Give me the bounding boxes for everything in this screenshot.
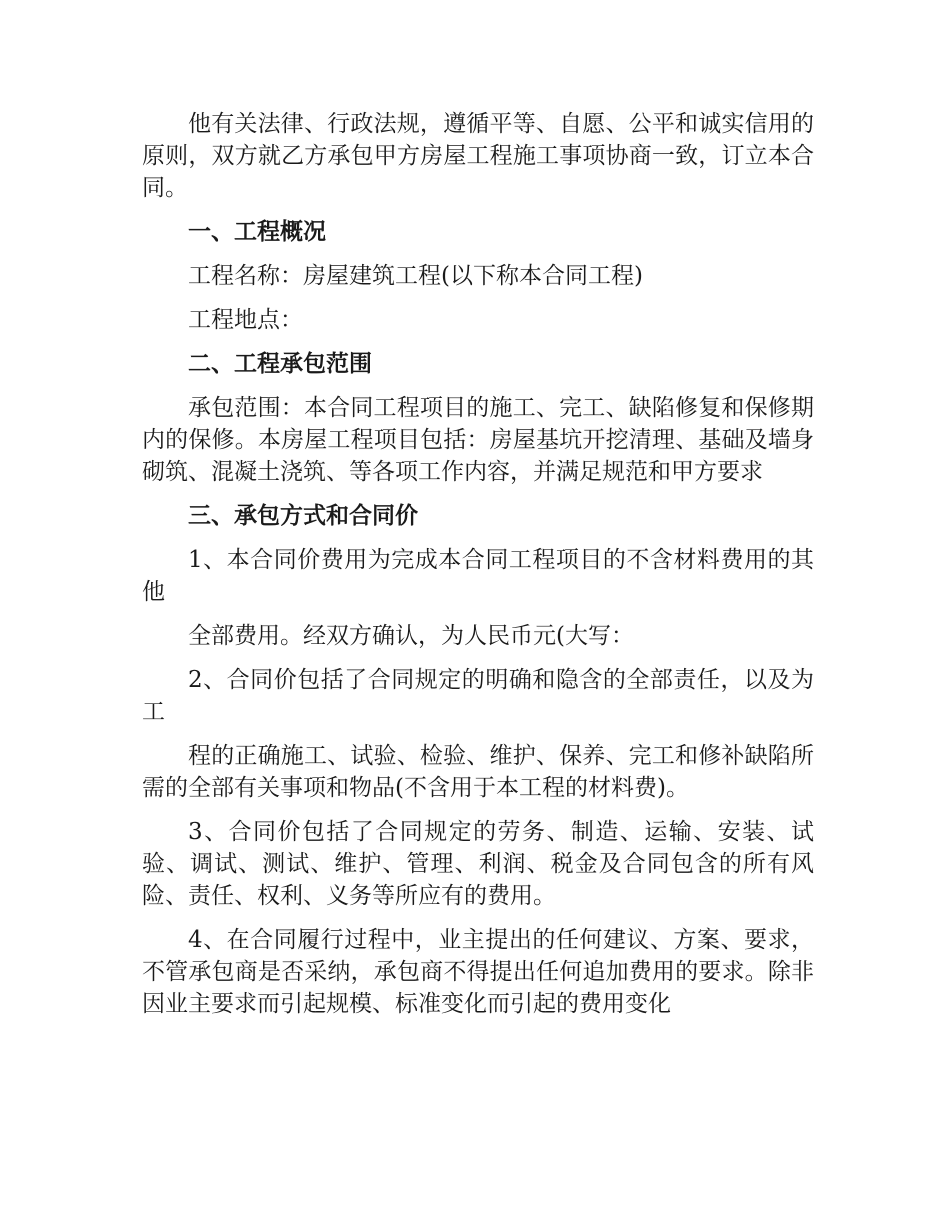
price-clause-4: 4、在合同履行过程中，业主提出的任何建议、方案、要求，不管承包商是否采纳，承包商不得提出任何追加费用的要求。除非因业主要求而引起规模、标准变化而引起的费用变化 bbox=[142, 927, 814, 1017]
intro-paragraph: 他有关法律、行政法规，遵循平等、自愿、公平和诚实信用的原则，双方就乙方承包甲方房屋工程施工事项协商一致，订立本合同。 bbox=[142, 111, 814, 201]
section-heading-scope: 二、工程承包范围 bbox=[188, 350, 372, 377]
section-heading-price: 三、承包方式和合同价 bbox=[188, 502, 418, 529]
section-heading-overview: 一、工程概况 bbox=[188, 218, 326, 245]
price-clause-1-cont: 全部费用。经双方确认，为人民币元(大写： bbox=[188, 623, 634, 649]
price-clause-2: 2、合同价包括了合同规定的明确和隐含的全部责任，以及为工 bbox=[142, 667, 814, 725]
scope-paragraph: 承包范围：本合同工程项目的施工、完工、缺陷修复和保修期内的保修。本房屋工程项目包括：房屋基坑开挖清理、基础及墙身砌筑、混凝土浇筑、等各项工作内容，并满足规范和甲方要求 bbox=[142, 395, 814, 485]
price-clause-3: 3、合同价包括了合同规定的劳务、制造、运输、安装、试验、调试、测试、维护、管理、利润、税金及合同包含的所有风险、责任、权利、义务等所应有的费用。 bbox=[142, 819, 814, 909]
price-clause-2-cont: 程的正确施工、试验、检验、维护、保养、完工和修补缺陷所需的全部有关事项和物品(不含用于本工程的材料费)。 bbox=[142, 743, 814, 801]
project-name-line: 工程名称：房屋建筑工程(以下称本合同工程) bbox=[188, 263, 643, 289]
project-location-line: 工程地点： bbox=[188, 307, 303, 333]
price-clause-1: 1、本合同价费用为完成本合同工程项目的不含材料费用的其他 bbox=[142, 547, 814, 605]
document-page bbox=[142, 108, 814, 1032]
